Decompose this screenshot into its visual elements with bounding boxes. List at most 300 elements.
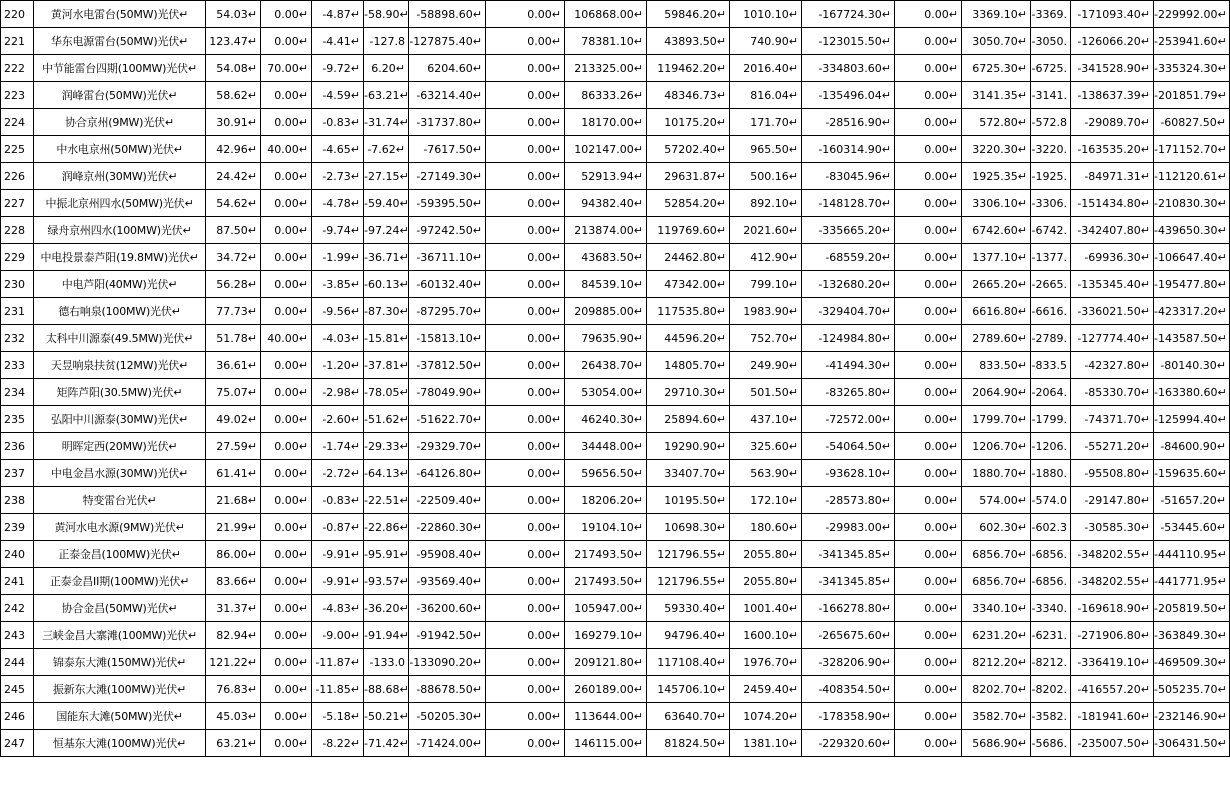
value-cell: 14805.70↵ — [647, 352, 730, 379]
value-cell: 3306.10↵ — [962, 190, 1031, 217]
station-name-cell: 锦泰东大滩(150MW)光伏↵ — [34, 649, 206, 676]
row-number-cell: 232 — [1, 325, 34, 352]
value-cell: -54064.50↵ — [802, 433, 895, 460]
value-cell: -83045.96↵ — [802, 163, 895, 190]
row-number-cell: 243 — [1, 622, 34, 649]
value-cell: -6742. — [1031, 217, 1071, 244]
value-cell: -91942.50↵ — [409, 622, 486, 649]
table-row — [1, 541, 1230, 568]
value-cell: 6616.80↵ — [962, 298, 1031, 325]
value-cell: -6616. — [1031, 298, 1071, 325]
value-cell: 0.00↵ — [261, 514, 312, 541]
value-cell: 10175.20↵ — [647, 109, 730, 136]
value-cell: -84600.90↵ — [1154, 433, 1230, 460]
value-cell: 3582.70↵ — [962, 703, 1031, 730]
value-cell: 0.00↵ — [261, 217, 312, 244]
value-cell: 0.00↵ — [486, 514, 565, 541]
row-number-cell: 236 — [1, 433, 34, 460]
value-cell: 1925.35↵ — [962, 163, 1031, 190]
value-cell: 0.00↵ — [261, 730, 312, 757]
value-cell: -132680.20↵ — [802, 271, 895, 298]
value-cell: 19104.10↵ — [565, 514, 647, 541]
value-cell: -328206.90↵ — [802, 649, 895, 676]
value-cell: 78381.10↵ — [565, 28, 647, 55]
row-number-cell: 221 — [1, 28, 34, 55]
value-cell: -4.41↵ — [312, 28, 364, 55]
table-row — [1, 271, 1230, 298]
value-cell: 0.00↵ — [895, 244, 962, 271]
value-cell: -31.74↵ — [364, 109, 409, 136]
value-cell: -138637.39↵ — [1071, 82, 1154, 109]
value-cell: -29147.80↵ — [1071, 487, 1154, 514]
station-name-cell: 正泰金昌II期(100MW)光伏↵ — [34, 568, 206, 595]
value-cell: 0.00↵ — [261, 82, 312, 109]
value-cell: -123015.50↵ — [802, 28, 895, 55]
value-cell: 740.90↵ — [730, 28, 802, 55]
value-cell: 0.00↵ — [261, 568, 312, 595]
value-cell: -444110.95↵ — [1154, 541, 1230, 568]
value-cell: 29631.87↵ — [647, 163, 730, 190]
value-cell: -9.72↵ — [312, 55, 364, 82]
value-cell: -135496.04↵ — [802, 82, 895, 109]
value-cell: 0.00↵ — [895, 55, 962, 82]
value-cell: -5686. — [1031, 730, 1071, 757]
station-name-cell: 协合京州(9MW)光伏↵ — [34, 109, 206, 136]
value-cell: -1.74↵ — [312, 433, 364, 460]
value-cell: -22509.40↵ — [409, 487, 486, 514]
value-cell: 94796.40↵ — [647, 622, 730, 649]
value-cell: 5686.90↵ — [962, 730, 1031, 757]
value-cell: 44596.20↵ — [647, 325, 730, 352]
value-cell: 0.00↵ — [486, 622, 565, 649]
station-name-cell: 协合金昌(50MW)光伏↵ — [34, 595, 206, 622]
value-cell: 213325.00↵ — [565, 55, 647, 82]
value-cell: -29329.70↵ — [409, 433, 486, 460]
value-cell: 1976.70↵ — [730, 649, 802, 676]
value-cell: -3.85↵ — [312, 271, 364, 298]
value-cell: 121796.55↵ — [647, 568, 730, 595]
value-cell: 54.08↵ — [206, 55, 261, 82]
value-cell: 0.00↵ — [895, 568, 962, 595]
value-cell: -505235.70↵ — [1154, 676, 1230, 703]
value-cell: 437.10↵ — [730, 406, 802, 433]
value-cell: -0.83↵ — [312, 487, 364, 514]
station-name-cell: 中振北京州四水(50MW)光伏↵ — [34, 190, 206, 217]
table-row — [1, 487, 1230, 514]
value-cell: -1799. — [1031, 406, 1071, 433]
value-cell: -181941.60↵ — [1071, 703, 1154, 730]
value-cell: -229992.00↵ — [1154, 1, 1230, 28]
value-cell: -93628.10↵ — [802, 460, 895, 487]
value-cell: -71424.00↵ — [409, 730, 486, 757]
value-cell: 0.00↵ — [895, 649, 962, 676]
value-cell: -205819.50↵ — [1154, 595, 1230, 622]
station-name-cell: 润峰雷台(50MW)光伏↵ — [34, 82, 206, 109]
value-cell: -408354.50↵ — [802, 676, 895, 703]
value-cell: 77.73↵ — [206, 298, 261, 325]
value-cell: 21.99↵ — [206, 514, 261, 541]
value-cell: 86.00↵ — [206, 541, 261, 568]
value-cell: -171152.70↵ — [1154, 136, 1230, 163]
value-cell: -15.81↵ — [364, 325, 409, 352]
value-cell: 1799.70↵ — [962, 406, 1031, 433]
station-name-cell: 中电投景泰芦阳(19.8MW)光伏↵ — [34, 244, 206, 271]
value-cell: -93.57↵ — [364, 568, 409, 595]
value-cell: -9.56↵ — [312, 298, 364, 325]
value-cell: 59656.50↵ — [565, 460, 647, 487]
value-cell: -29.33↵ — [364, 433, 409, 460]
value-cell: -9.91↵ — [312, 541, 364, 568]
value-cell: 24.42↵ — [206, 163, 261, 190]
value-cell: 0.00↵ — [895, 217, 962, 244]
station-name-cell: 黄河水电水源(9MW)光伏↵ — [34, 514, 206, 541]
value-cell: 33407.70↵ — [647, 460, 730, 487]
value-cell: 105947.00↵ — [565, 595, 647, 622]
table-row — [1, 244, 1230, 271]
value-cell: 0.00↵ — [486, 163, 565, 190]
value-cell: -0.87↵ — [312, 514, 364, 541]
value-cell: -88678.50↵ — [409, 676, 486, 703]
value-cell: -22.86↵ — [364, 514, 409, 541]
row-number-cell: 223 — [1, 82, 34, 109]
value-cell: 18170.00↵ — [565, 109, 647, 136]
value-cell: 61.41↵ — [206, 460, 261, 487]
value-cell: -271906.80↵ — [1071, 622, 1154, 649]
value-cell: -423317.20↵ — [1154, 298, 1230, 325]
value-cell: 0.00↵ — [486, 190, 565, 217]
station-name-cell: 振新东大滩(100MW)光伏↵ — [34, 676, 206, 703]
value-cell: 563.90↵ — [730, 460, 802, 487]
value-cell: 0.00↵ — [486, 325, 565, 352]
value-cell: -416557.20↵ — [1071, 676, 1154, 703]
value-cell: 0.00↵ — [895, 136, 962, 163]
table-row — [1, 190, 1230, 217]
value-cell: 117108.40↵ — [647, 649, 730, 676]
table-row — [1, 676, 1230, 703]
value-cell: 892.10↵ — [730, 190, 802, 217]
row-number-cell: 244 — [1, 649, 34, 676]
value-cell: -171093.40↵ — [1071, 1, 1154, 28]
value-cell: 0.00↵ — [895, 352, 962, 379]
value-cell: -37812.50↵ — [409, 352, 486, 379]
value-cell: -64.13↵ — [364, 460, 409, 487]
value-cell: 0.00↵ — [261, 28, 312, 55]
value-cell: -55271.20↵ — [1071, 433, 1154, 460]
value-cell: -9.74↵ — [312, 217, 364, 244]
value-cell: 0.00↵ — [486, 568, 565, 595]
value-cell: -8202. — [1031, 676, 1071, 703]
row-number-cell: 231 — [1, 298, 34, 325]
value-cell: -2.72↵ — [312, 460, 364, 487]
value-cell: 2021.60↵ — [730, 217, 802, 244]
station-name-cell: 特变雷台光伏↵ — [34, 487, 206, 514]
value-cell: -4.59↵ — [312, 82, 364, 109]
value-cell: -2789. — [1031, 325, 1071, 352]
value-cell: 213874.00↵ — [565, 217, 647, 244]
value-cell: -1377. — [1031, 244, 1071, 271]
row-number-cell: 222 — [1, 55, 34, 82]
value-cell: -235007.50↵ — [1071, 730, 1154, 757]
value-cell: 36.61↵ — [206, 352, 261, 379]
value-cell: 0.00↵ — [261, 676, 312, 703]
value-cell: 34.72↵ — [206, 244, 261, 271]
value-cell: 94382.40↵ — [565, 190, 647, 217]
value-cell: 0.00↵ — [895, 109, 962, 136]
value-cell: -36711.10↵ — [409, 244, 486, 271]
value-cell: -3340. — [1031, 595, 1071, 622]
value-cell: 0.00↵ — [261, 1, 312, 28]
value-cell: -572.8 — [1031, 109, 1071, 136]
value-cell: 0.00↵ — [261, 352, 312, 379]
value-cell: 172.10↵ — [730, 487, 802, 514]
value-cell: 0.00↵ — [895, 190, 962, 217]
value-cell: -148128.70↵ — [802, 190, 895, 217]
value-cell: -91.94↵ — [364, 622, 409, 649]
value-cell: 0.00↵ — [486, 649, 565, 676]
value-cell: -335665.20↵ — [802, 217, 895, 244]
value-cell: -97.24↵ — [364, 217, 409, 244]
value-cell: -60132.40↵ — [409, 271, 486, 298]
value-cell: 52913.94↵ — [565, 163, 647, 190]
value-cell: -9.00↵ — [312, 622, 364, 649]
value-cell: -2.98↵ — [312, 379, 364, 406]
value-cell: -22860.30↵ — [409, 514, 486, 541]
value-cell: -127875.40↵ — [409, 28, 486, 55]
value-cell: -439650.30↵ — [1154, 217, 1230, 244]
value-cell: 0.00↵ — [261, 541, 312, 568]
value-cell: 249.90↵ — [730, 352, 802, 379]
row-number-cell: 237 — [1, 460, 34, 487]
value-cell: 24462.80↵ — [647, 244, 730, 271]
value-cell: 217493.50↵ — [565, 541, 647, 568]
value-cell: -53445.60↵ — [1154, 514, 1230, 541]
value-cell: -232146.90↵ — [1154, 703, 1230, 730]
value-cell: -58898.60↵ — [409, 1, 486, 28]
value-cell: 0.00↵ — [895, 298, 962, 325]
value-cell: -6856. — [1031, 541, 1071, 568]
value-cell: 0.00↵ — [261, 433, 312, 460]
value-cell: -0.83↵ — [312, 109, 364, 136]
value-cell: -6856. — [1031, 568, 1071, 595]
value-cell: -22.51↵ — [364, 487, 409, 514]
value-cell: -2665. — [1031, 271, 1071, 298]
table-row — [1, 730, 1230, 757]
value-cell: 25894.60↵ — [647, 406, 730, 433]
value-cell: 0.00↵ — [895, 460, 962, 487]
station-name-cell: 天昱响泉扶贫(12MW)光伏↵ — [34, 352, 206, 379]
value-cell: 6231.20↵ — [962, 622, 1031, 649]
station-name-cell: 太科中川源泰(49.5MW)光伏↵ — [34, 325, 206, 352]
value-cell: 0.00↵ — [486, 82, 565, 109]
value-cell: -59395.50↵ — [409, 190, 486, 217]
value-cell: -163380.60↵ — [1154, 379, 1230, 406]
value-cell: 412.90↵ — [730, 244, 802, 271]
value-cell: -166278.80↵ — [802, 595, 895, 622]
value-cell: -78049.90↵ — [409, 379, 486, 406]
value-cell: -2.73↵ — [312, 163, 364, 190]
value-cell: -72572.00↵ — [802, 406, 895, 433]
value-cell: 86333.26↵ — [565, 82, 647, 109]
table-row — [1, 325, 1230, 352]
value-cell: 45.03↵ — [206, 703, 261, 730]
value-cell: -8212. — [1031, 649, 1071, 676]
value-cell: -8.22↵ — [312, 730, 364, 757]
row-number-cell: 235 — [1, 406, 34, 433]
value-cell: 121796.55↵ — [647, 541, 730, 568]
value-cell: 0.00↵ — [895, 1, 962, 28]
value-cell: -27149.30↵ — [409, 163, 486, 190]
value-cell: -68559.20↵ — [802, 244, 895, 271]
value-cell: 54.62↵ — [206, 190, 261, 217]
value-cell: -29983.00↵ — [802, 514, 895, 541]
value-cell: 2064.90↵ — [962, 379, 1031, 406]
value-cell: 119462.20↵ — [647, 55, 730, 82]
value-cell: 6856.70↵ — [962, 568, 1031, 595]
value-cell: 0.00↵ — [895, 676, 962, 703]
table-row — [1, 649, 1230, 676]
value-cell: 102147.00↵ — [565, 136, 647, 163]
value-cell: -178358.90↵ — [802, 703, 895, 730]
value-cell: 0.00↵ — [486, 352, 565, 379]
value-cell: -341345.85↵ — [802, 568, 895, 595]
value-cell: -74371.70↵ — [1071, 406, 1154, 433]
value-cell: 816.04↵ — [730, 82, 802, 109]
table-row — [1, 82, 1230, 109]
value-cell: 0.00↵ — [895, 541, 962, 568]
value-cell: 0.00↵ — [486, 703, 565, 730]
value-cell: -60.13↵ — [364, 271, 409, 298]
table-row — [1, 352, 1230, 379]
row-number-cell: 245 — [1, 676, 34, 703]
station-name-cell: 国能东大滩(50MW)光伏↵ — [34, 703, 206, 730]
value-cell: 59846.20↵ — [647, 1, 730, 28]
value-cell: 83.66↵ — [206, 568, 261, 595]
value-cell: -167724.30↵ — [802, 1, 895, 28]
value-cell: -88.68↵ — [364, 676, 409, 703]
value-cell: -27.15↵ — [364, 163, 409, 190]
station-name-cell: 中电金昌水源(30MW)光伏↵ — [34, 460, 206, 487]
value-cell: 0.00↵ — [895, 271, 962, 298]
value-cell: 0.00↵ — [261, 109, 312, 136]
value-cell: 51.78↵ — [206, 325, 261, 352]
value-cell: 49.02↵ — [206, 406, 261, 433]
value-cell: 87.50↵ — [206, 217, 261, 244]
value-cell: -126066.20↵ — [1071, 28, 1154, 55]
value-cell: -602.3 — [1031, 514, 1071, 541]
value-cell: 0.00↵ — [261, 298, 312, 325]
value-cell: -64126.80↵ — [409, 460, 486, 487]
table-row — [1, 703, 1230, 730]
value-cell: -59.40↵ — [364, 190, 409, 217]
value-cell: 0.00↵ — [486, 730, 565, 757]
value-cell: 27.59↵ — [206, 433, 261, 460]
value-cell: 21.68↵ — [206, 487, 261, 514]
value-cell: -51.62↵ — [364, 406, 409, 433]
value-cell: -336021.50↵ — [1071, 298, 1154, 325]
value-cell: -1880. — [1031, 460, 1071, 487]
row-number-cell: 246 — [1, 703, 34, 730]
value-cell: -9.91↵ — [312, 568, 364, 595]
value-cell: -58.90↵ — [364, 1, 409, 28]
value-cell: -106647.40↵ — [1154, 244, 1230, 271]
value-cell: 180.60↵ — [730, 514, 802, 541]
value-cell: -6725. — [1031, 55, 1071, 82]
value-cell: 76.83↵ — [206, 676, 261, 703]
value-cell: 0.00↵ — [895, 487, 962, 514]
value-cell: 2459.40↵ — [730, 676, 802, 703]
value-cell: -6231. — [1031, 622, 1071, 649]
value-cell: -169618.90↵ — [1071, 595, 1154, 622]
table-row — [1, 568, 1230, 595]
value-cell: 0.00↵ — [895, 730, 962, 757]
value-cell: -336419.10↵ — [1071, 649, 1154, 676]
value-cell: -342407.80↵ — [1071, 217, 1154, 244]
table-row — [1, 136, 1230, 163]
value-cell: 0.00↵ — [486, 271, 565, 298]
value-cell: 0.00↵ — [895, 406, 962, 433]
value-cell: 209121.80↵ — [565, 649, 647, 676]
value-cell: -1.20↵ — [312, 352, 364, 379]
value-cell: -7.62↵ — [364, 136, 409, 163]
value-cell: 79635.90↵ — [565, 325, 647, 352]
table-row — [1, 298, 1230, 325]
value-cell: 0.00↵ — [486, 541, 565, 568]
value-cell: 3220.30↵ — [962, 136, 1031, 163]
value-cell: 19290.90↵ — [647, 433, 730, 460]
value-cell: 63.21↵ — [206, 730, 261, 757]
value-cell: 0.00↵ — [486, 217, 565, 244]
table-row — [1, 379, 1230, 406]
value-cell: -87295.70↵ — [409, 298, 486, 325]
value-cell: 0.00↵ — [486, 136, 565, 163]
value-cell: 43683.50↵ — [565, 244, 647, 271]
value-cell: -37.81↵ — [364, 352, 409, 379]
value-cell: 2016.40↵ — [730, 55, 802, 82]
value-cell: 57202.40↵ — [647, 136, 730, 163]
value-cell: -833.5 — [1031, 352, 1071, 379]
value-cell: 10195.50↵ — [647, 487, 730, 514]
value-cell: -5.18↵ — [312, 703, 364, 730]
value-cell: 63640.70↵ — [647, 703, 730, 730]
row-number-cell: 228 — [1, 217, 34, 244]
row-number-cell: 225 — [1, 136, 34, 163]
value-cell: 42.96↵ — [206, 136, 261, 163]
value-cell: 119769.60↵ — [647, 217, 730, 244]
table-row — [1, 595, 1230, 622]
value-cell: 3141.35↵ — [962, 82, 1031, 109]
value-cell: 6.20↵ — [364, 55, 409, 82]
value-cell: 18206.20↵ — [565, 487, 647, 514]
value-cell: 1600.10↵ — [730, 622, 802, 649]
value-cell: -36200.60↵ — [409, 595, 486, 622]
row-number-cell: 247 — [1, 730, 34, 757]
value-cell: -127.8 — [364, 28, 409, 55]
table-row — [1, 406, 1230, 433]
value-cell: 3369.10↵ — [962, 1, 1031, 28]
value-cell: -95508.80↵ — [1071, 460, 1154, 487]
value-cell: 2055.80↵ — [730, 568, 802, 595]
value-cell: 0.00↵ — [486, 433, 565, 460]
row-number-cell: 238 — [1, 487, 34, 514]
value-cell: 0.00↵ — [486, 379, 565, 406]
value-cell: 121.22↵ — [206, 649, 261, 676]
value-cell: 602.30↵ — [962, 514, 1031, 541]
value-cell: 1880.70↵ — [962, 460, 1031, 487]
table-row — [1, 1, 1230, 28]
row-number-cell: 230 — [1, 271, 34, 298]
value-cell: -41494.30↵ — [802, 352, 895, 379]
value-cell: -95908.40↵ — [409, 541, 486, 568]
